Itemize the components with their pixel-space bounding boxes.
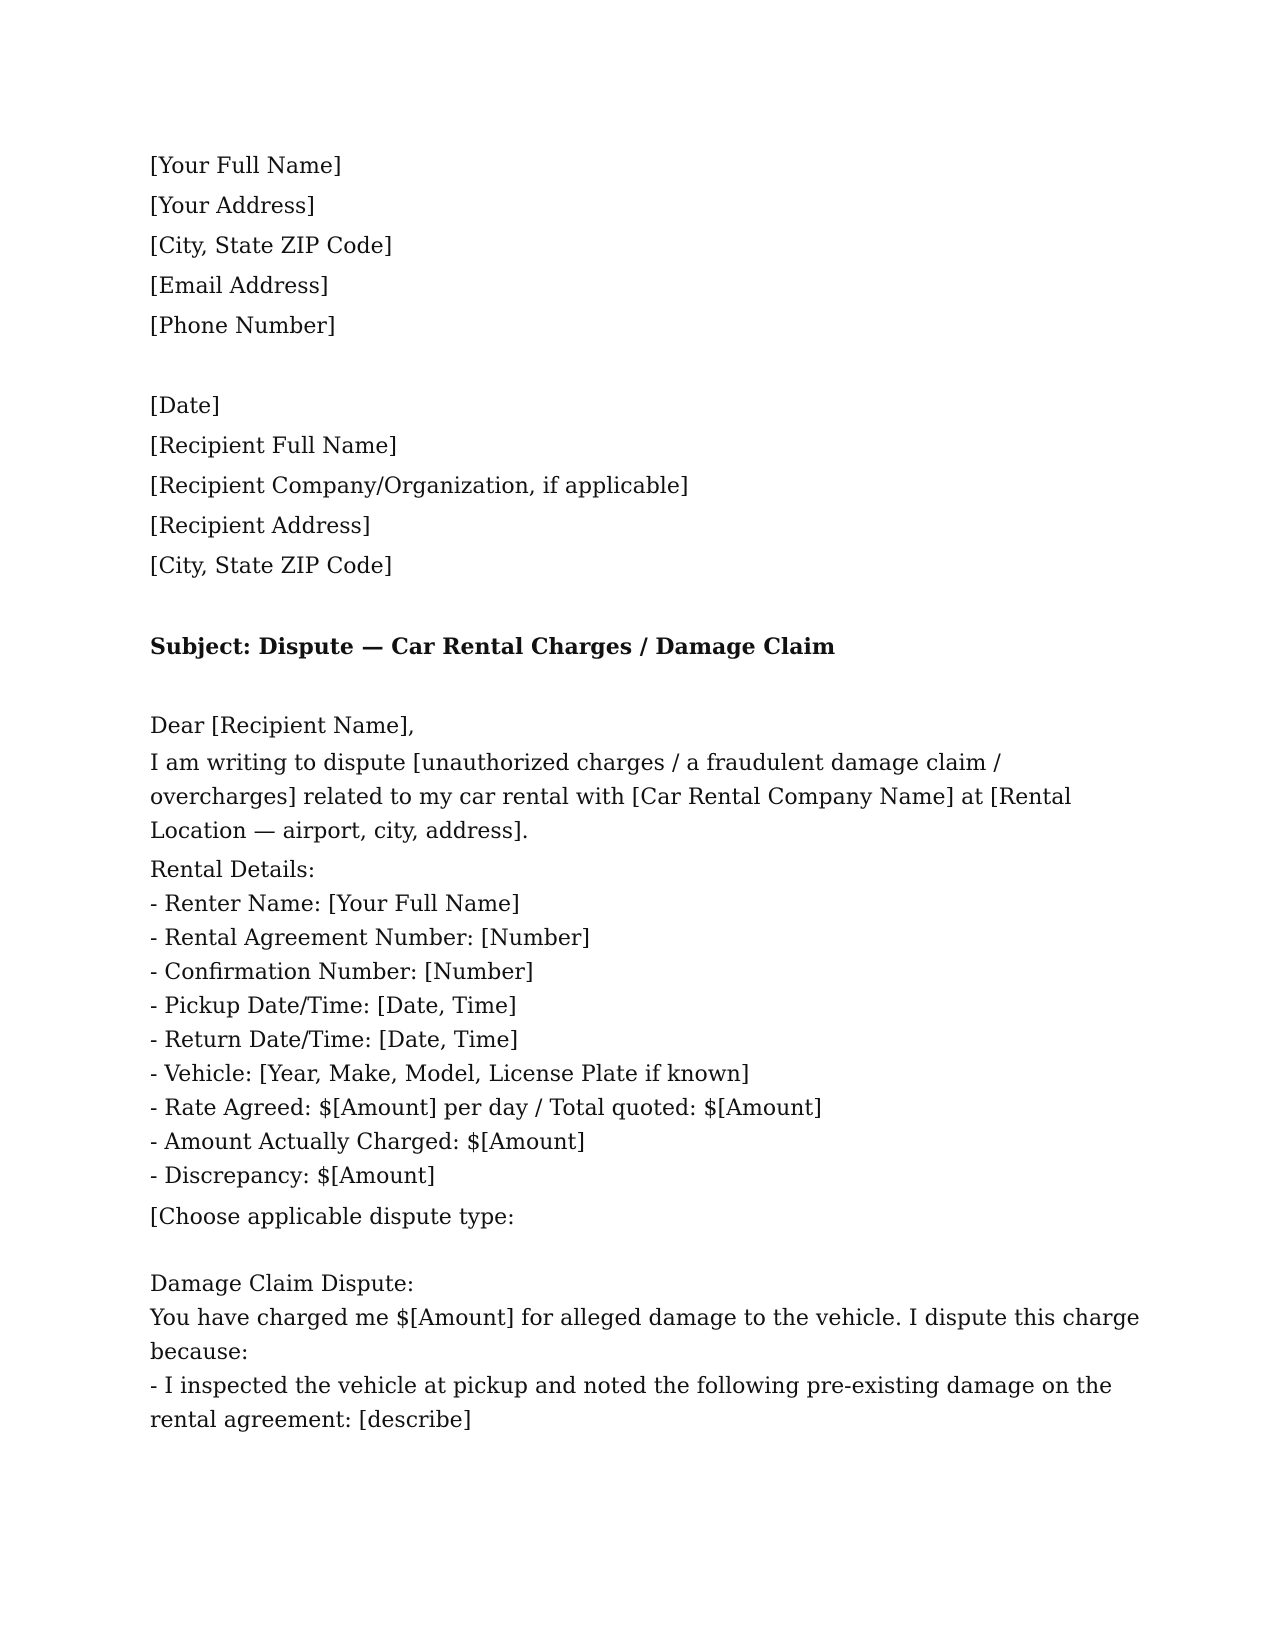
sender-email: [Email Address] <box>150 274 329 299</box>
sender-name: [Your Full Name] <box>150 154 342 179</box>
date-recipient-block <box>150 387 1130 587</box>
list-item: - Rental Agreement Number: [Number] <box>150 926 590 951</box>
salutation: Dear [Recipient Name], <box>150 714 415 739</box>
list-item: - Discrepancy: $[Amount] <box>150 1164 436 1189</box>
sender-address: [Your Address] <box>150 194 315 219</box>
recipient-company: [Recipient Company/Organization, if applicable] <box>150 474 689 499</box>
list-item: - Amount Actually Charged: $[Amount] <box>150 1130 585 1155</box>
sender-block <box>150 147 1130 347</box>
damage-claim-section <box>150 1268 1140 1438</box>
list-item: - Return Date/Time: [Date, Time] <box>150 1028 519 1053</box>
letter-page <box>150 147 1140 1438</box>
sender-phone: [Phone Number] <box>150 314 336 339</box>
list-item: - Rate Agreed: $[Amount] per day / Total quoted: $[Amount] <box>150 1096 822 1121</box>
spacer <box>150 587 1130 627</box>
damage-claim-heading: Damage Claim Dispute: <box>150 1272 415 1297</box>
damage-claim-bullet: rental agreement: [describe] <box>150 1408 472 1433</box>
list-item: - Renter Name: [Your Full Name] <box>150 892 520 917</box>
intro-line: I am writing to dispute [unauthorized charges / a fraudulent damage claim / <box>150 751 1001 776</box>
dispute-type-prompt: [Choose applicable dispute type: <box>150 1205 515 1230</box>
intro-line: Location — airport, city, address]. <box>150 819 529 844</box>
subject-line: Subject: Dispute — Car Rental Charges / Damage Claim <box>150 634 836 660</box>
spacer <box>150 1238 1130 1268</box>
intro-line: overcharges] related to my car rental with [Car Rental Company Name] at [Rental <box>150 785 1072 810</box>
sender-city-state-zip: [City, State ZIP Code] <box>150 234 393 259</box>
intro-paragraph <box>150 747 1130 849</box>
rental-details <box>150 854 1130 1194</box>
spacer <box>150 347 1130 387</box>
list-item: - Vehicle: [Year, Make, Model, License Plate if known] <box>150 1062 750 1087</box>
spacer <box>150 667 1130 707</box>
rental-details-heading: Rental Details: <box>150 858 316 883</box>
letter-date: [Date] <box>150 394 220 419</box>
damage-claim-line: You have charged me $[Amount] for alleged damage to the vehicle. I dispute this charge <box>150 1306 1140 1331</box>
recipient-address: [Recipient Address] <box>150 514 371 539</box>
recipient-name: [Recipient Full Name] <box>150 434 397 459</box>
damage-claim-bullet: - I inspected the vehicle at pickup and noted the following pre-existing damage on the <box>150 1374 1113 1399</box>
list-item: - Confirmation Number: [Number] <box>150 960 534 985</box>
recipient-city-state-zip: [City, State ZIP Code] <box>150 554 393 579</box>
damage-claim-line: because: <box>150 1340 249 1365</box>
list-item: - Pickup Date/Time: [Date, Time] <box>150 994 517 1019</box>
